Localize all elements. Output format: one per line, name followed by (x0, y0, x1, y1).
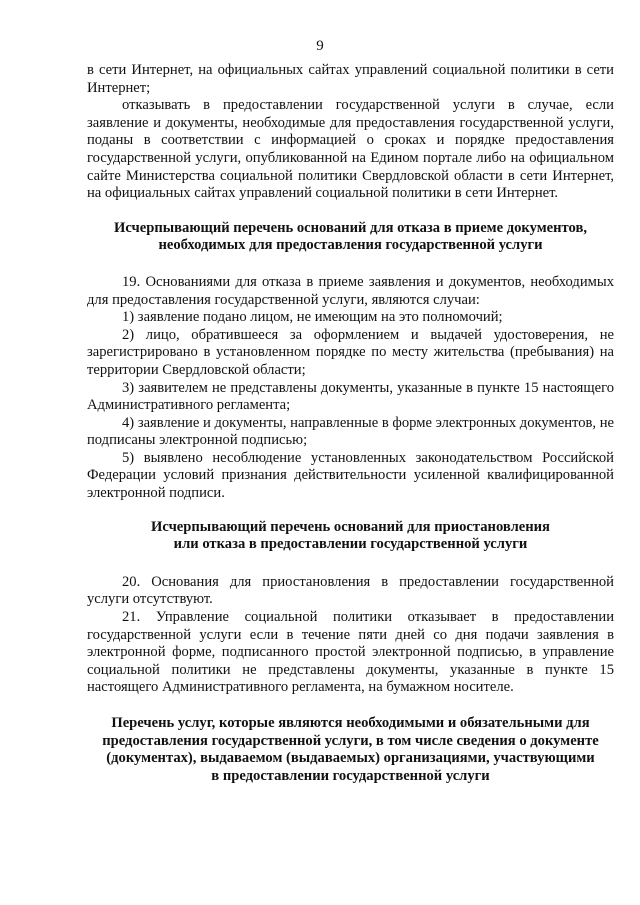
paragraph: 1) заявление подано лицом, не имеющим на это полномочий; (122, 309, 503, 326)
section-heading-line: необходимых для предоставления государственной услуги (158, 237, 543, 254)
section-heading-line: Исчерпывающий перечень оснований для отказа в приеме документов, (114, 219, 587, 236)
paragraph: 3) заявителем не представлены документы, указанные в пункте 15 настоящего Административного регламента; (87, 379, 614, 414)
paragraph: 20. Основания для приостановления в предоставлении государственной услуги отсутствуют. (87, 573, 614, 608)
section-heading (87, 220, 614, 255)
paragraph: 19. Основаниями для отказа в приеме заявления и документов, необходимых для предоставления государственной услуги, являются случаи: (87, 273, 614, 308)
section-heading-line: или отказа в предоставлении государственной услуги (173, 536, 528, 553)
spacer (87, 255, 614, 274)
section-heading-line: (документах), выдаваемом (выдаваемых) организациями, участвующими (106, 750, 595, 767)
section-heading-line: Исчерпывающий перечень оснований для приостановления (151, 518, 550, 535)
paragraph: отказывать в предоставлении государственной услуги в случае, если заявление и документы, необходимые для предоставления государственной услуги, поданы в соответствии с информацией о сроках и порядке предоставления государственной услуги, опубликованной на Едином портале либо на официальном сайте Министерства социальной политики Свердловской области в сети Интернет, на официальных сайтах управлений социальной политики в сети Интернет. (87, 97, 614, 202)
paragraph: 21. Управление социальной политики отказывает в предоставлении государственной услуги если в течение пяти дней со дня подачи заявления в электронной форме, подписанного простой электронной подписью, в управление социальной политики не представлены документы, указанные в пункте 15 настоящего Административного регламента, на бумажном носителе. (87, 609, 614, 696)
page-number: 9 (316, 38, 324, 54)
spacer (87, 697, 614, 715)
section-heading-line: Перечень услуг, которые являются необходимыми и обязательными для (111, 715, 590, 731)
section-heading-line: предоставления государственной услуги, в том числе сведения о документе (102, 732, 599, 749)
section-heading (87, 519, 614, 554)
section-heading-line: в предоставлении государственной услуги (211, 767, 490, 784)
spacer (87, 554, 614, 574)
paragraph: в сети Интернет, на официальных сайтах управлений социальной политики в сети Интернет; (87, 62, 614, 96)
spacer (87, 503, 614, 519)
paragraph: 2) лицо, обратившееся за оформлением и выдачей удостоверения, не зарегистрировано в установленном порядке по месту жительства (пребывания) на территории Свердловской области; (87, 326, 614, 378)
spacer (87, 203, 614, 220)
document-body (87, 62, 614, 785)
section-heading (87, 715, 614, 785)
paragraph: 5) выявлено несоблюдение установленных законодательством Российской Федерации условий признания действительности усиленной квалифицированной электронной подписи. (87, 449, 614, 502)
paragraph: 4) заявление и документы, направленные в форме электронных документов, не подписаны электронной подписью; (87, 414, 614, 449)
